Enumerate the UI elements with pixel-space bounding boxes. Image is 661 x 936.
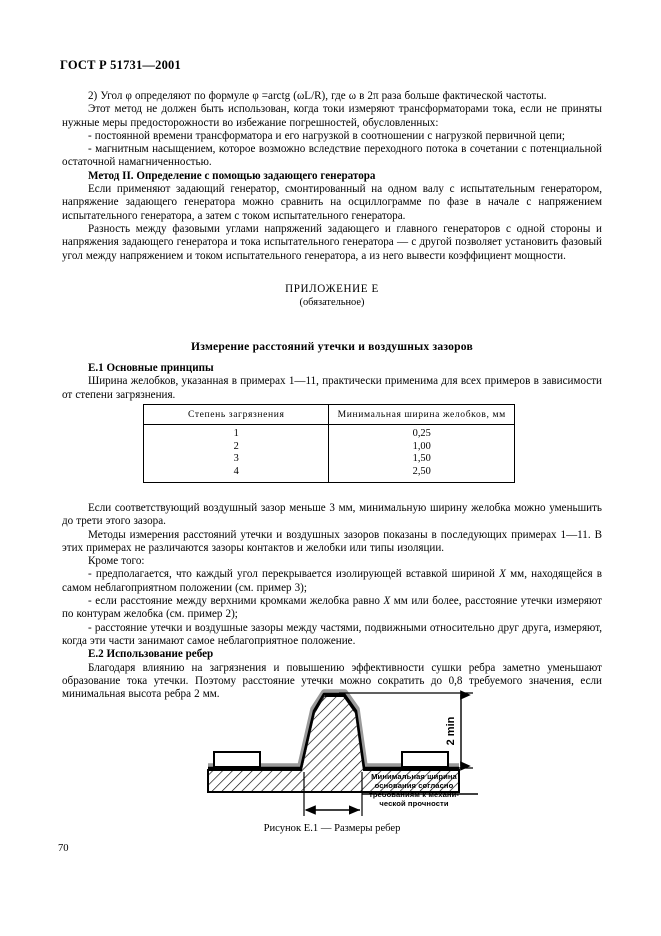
table-row: [144, 425, 515, 441]
pollution-degree-table: [143, 404, 515, 483]
paragraph-air-gap: Если соответствующий воздушный зазор меньше 3 мм, минимальную ширину желобка можно уменьшить до трети этого зазора.: [62, 502, 602, 528]
width-annotation-line-1: Минимальная ширина: [371, 772, 457, 781]
appendix-section-title: Измерение расстояний утечки и воздушных зазоров: [191, 340, 473, 353]
heading-e1: Е.1 Основные принципы: [88, 362, 214, 374]
paragraph-e1-text: Ширина желобков, указанная в примерах 1—11, практически применима для всех примеров в зависимости от степени загрязнения.: [62, 375, 602, 401]
table-row: [144, 441, 515, 454]
page-number: 70: [58, 843, 69, 854]
paragraph-bullet-groove: [62, 595, 602, 622]
table-cell-width: 1,50: [329, 453, 515, 466]
table-header-cell: Минимальная ширина желобков, мм: [329, 405, 515, 425]
width-annotation-label: [339, 772, 489, 808]
standard-header: ГОСТ Р 51731—2001: [60, 58, 181, 72]
paragraph-method-warning: Этот метод не должен быть использован, когда токи измеряют трансформаторами тока, если не приняты нужные меры предосторожности во избежание погрешностей, обусловленных:: [62, 103, 602, 129]
bullet-insert-text-b: мм, находящейся в самом неблагоприятном положении (см. пример 3);: [62, 568, 602, 594]
appendix-header: [62, 282, 602, 310]
table-cell-width: 2,50: [329, 466, 515, 483]
table-cell-degree: 1: [144, 425, 329, 441]
left-conductor-block: [214, 752, 260, 767]
paragraph-bullet-time-constant: - постоянной времени трансформатора и его нагрузкой в соотношении с нагрузкой первичной цепи;: [88, 129, 565, 142]
bullet-groove-text-a: - если расстояние между верхними кромками желобка равно: [88, 595, 384, 608]
table-row: [144, 453, 515, 466]
width-annotation-line-3: требованиям к механи-: [369, 790, 459, 799]
paragraph-e2-text: Благодаря влиянию на загрязнения и повышению эффективности сушки ребра заметно уменьшают образование тока утечки. Поэтому расстояние утечки можно сократить до 0,8 требуемого значения, если минимальная высота ребра 2 мм.: [62, 661, 602, 701]
pollution-degree-table-wrap: [143, 404, 515, 483]
paragraph-formula: 2) Угол φ определяют по формуле φ =arctg (ωL/R), где ω в 2π раза больше фактической частоты.: [88, 90, 547, 102]
paragraph-generator-2: Разность между фазовыми углами напряжений задающего и главного генераторов с одной стороны и напряжения задающего генератора и тока испытательного генератора — с другой позволяет установить фазовый угол между напряжением и током испытательного генератора, а из него вывести коэффициент мощности.: [62, 222, 602, 262]
bullet-insert-text-a: - предполагается, что каждый угол перекрывается изолирующей вставкой шириной: [88, 568, 500, 581]
table-header-cell: Степень загрязнения: [144, 405, 329, 425]
paragraph-bullet-saturation: - магнитным насыщением, которое возможно вследствие переходного потока в сочетании с потенциальной остаточной намагниченностью.: [62, 143, 602, 169]
paragraph-measurement-methods: Методы измерения расстояний утечки и воздушных зазоров показаны в последующих примерах 1—11. В этих примерах не различаются зазоры контактов и желобки или типы изоляции.: [62, 528, 602, 554]
table-cell-degree: 4: [144, 466, 329, 483]
table-header-row: [144, 405, 515, 425]
figure-caption: Рисунок Е.1 — Размеры ребер: [263, 823, 401, 834]
paragraph-besides: Кроме того:: [88, 555, 145, 568]
table-cell-width: 0,25: [329, 425, 515, 441]
figure-e1: [196, 688, 486, 828]
variable-x: X: [499, 568, 506, 581]
width-annotation-line-2: основания согласно: [374, 781, 454, 790]
section-e1: [62, 362, 602, 402]
table-cell-degree: 3: [144, 453, 329, 466]
table-row: [144, 466, 515, 483]
paragraph-bullet-insert: [62, 568, 602, 595]
appendix-subtitle: (обязательное): [299, 297, 365, 308]
appendix-title: ПРИЛОЖЕНИЕ Е: [285, 283, 379, 295]
heading-e2: Е.2 Использование ребер: [88, 648, 214, 661]
paragraph-bullet-moving-parts: - расстояние утечки и воздушные зазоры между частями, подвижными относительно друг друга, измеряют, когда эти части занимают самое неблагоприятное положение.: [62, 621, 602, 647]
height-label: 2 min: [445, 716, 457, 746]
table-cell-degree: 2: [144, 441, 329, 454]
main-text-block: [62, 90, 602, 263]
right-conductor-block: [402, 752, 448, 767]
bullet-groove-text-b: мм или более, расстояние утечки измеряют по контурам желобка (см. пример 2);: [62, 595, 602, 621]
section-after-table: [62, 502, 602, 701]
variable-x: X: [383, 595, 391, 608]
width-annotation-line-4: ческой прочности: [379, 799, 449, 808]
paragraph-generator-1: Если применяют задающий генератор, смонтированный на одном валу с испытательным генератором, напряжение задающего генератора можно сравнить на осциллограмме по фазе в начале с напряжением испытательного генератора, а затем с током испытательного генератора.: [62, 183, 602, 222]
heading-method-2: Метод II. Определение с помощью задающего генератора: [88, 169, 376, 182]
table-cell-width: 1,00: [329, 441, 515, 454]
